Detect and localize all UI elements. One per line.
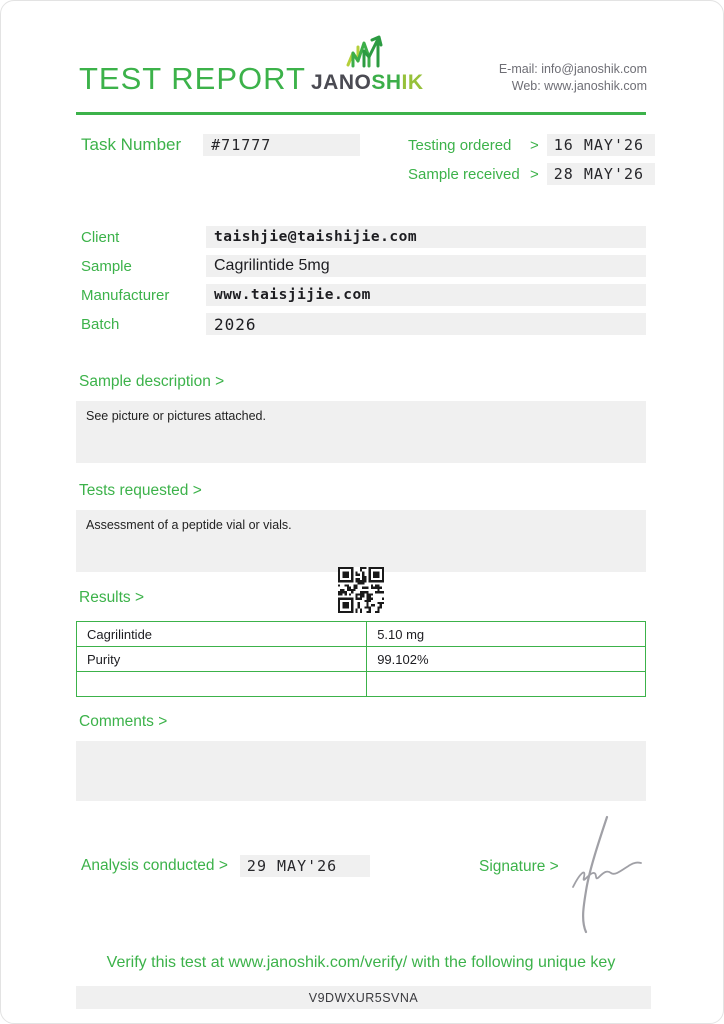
- testing-ordered-label: Testing ordered: [408, 136, 512, 154]
- verify-text: Verify this test at www.janoshik.com/verify/ with the following unique key: [106, 954, 616, 971]
- contact-web: Web: www.janoshik.com: [511, 79, 647, 93]
- header-divider: [76, 112, 646, 115]
- janoshik-logo: [311, 35, 424, 95]
- tests-requested-title: Tests requested >: [79, 482, 202, 499]
- sample-received-value: 28 MAY'26: [547, 163, 655, 185]
- contact-email: E-mail: info@janoshik.com: [498, 62, 647, 76]
- result-name: [77, 672, 367, 697]
- batch-label: Batch: [81, 315, 120, 333]
- testing-ordered-row: [408, 134, 655, 156]
- sample-received-label: Sample received: [408, 165, 520, 183]
- sample-description-title: Sample description >: [79, 373, 225, 390]
- sample-label: Sample: [81, 257, 132, 275]
- table-row: [77, 647, 646, 672]
- sample-received-row: [408, 163, 655, 185]
- growth-chart-icon: [342, 35, 390, 69]
- result-value: 5.10 mg: [367, 622, 646, 647]
- batch-row: [81, 313, 646, 335]
- sample-value: Cagrilintide 5mg: [206, 255, 646, 277]
- sample-row: [81, 255, 646, 277]
- task-number-value: #71777: [203, 134, 360, 156]
- contact-info: [499, 61, 647, 95]
- sample-received-arrow: >: [530, 165, 539, 183]
- unique-key: V9DWXUR5SVNA: [76, 986, 651, 1009]
- client-row: [81, 226, 646, 248]
- signature-image: [559, 813, 649, 935]
- testing-ordered-value: 16 MAY'26: [547, 134, 655, 156]
- comments-title: Comments >: [79, 713, 168, 730]
- analysis-conducted-label: Analysis conducted >: [81, 857, 228, 874]
- analysis-date-value: 29 MAY'26: [240, 855, 370, 877]
- sample-description-box: See picture or pictures attached.: [76, 401, 646, 463]
- client-value: taishjie@taishijie.com: [206, 226, 646, 248]
- table-row: [77, 622, 646, 647]
- result-name: Purity: [77, 647, 367, 672]
- manufacturer-value: www.taisjijie.com: [206, 284, 646, 306]
- result-value: [367, 672, 646, 697]
- manufacturer-row: [81, 284, 646, 306]
- results-title: Results >: [79, 589, 145, 606]
- comments-box: [76, 741, 646, 801]
- table-row: [77, 672, 646, 697]
- testing-ordered-arrow: >: [530, 136, 539, 154]
- batch-value: 2026: [206, 313, 646, 335]
- task-number-label: Task Number: [81, 135, 182, 154]
- logo-wordmark: JANOSHIK: [311, 71, 424, 94]
- qr-code: [338, 567, 384, 613]
- result-value: 99.102%: [367, 647, 646, 672]
- result-name: Cagrilintide: [77, 622, 367, 647]
- results-table: [76, 621, 646, 697]
- tests-requested-box: Assessment of a peptide vial or vials.: [76, 510, 646, 572]
- client-label: Client: [81, 228, 120, 246]
- page-title: TEST REPORT: [79, 61, 306, 96]
- task-number-row: [81, 134, 360, 156]
- manufacturer-label: Manufacturer: [81, 286, 170, 304]
- analysis-conducted-row: [81, 855, 370, 877]
- signature-label: Signature >: [479, 858, 559, 875]
